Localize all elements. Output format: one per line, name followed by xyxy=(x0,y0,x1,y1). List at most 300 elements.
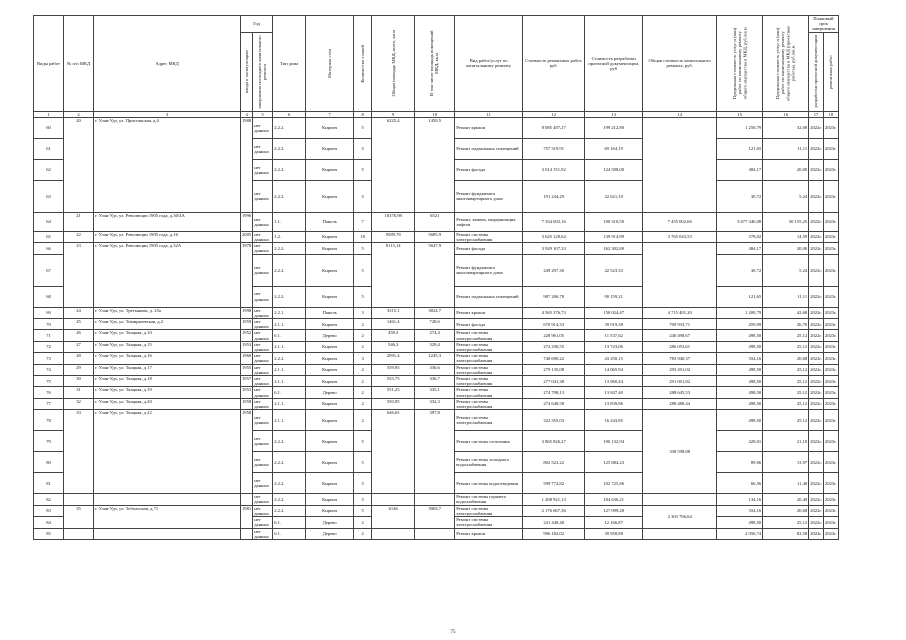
cell-row-number: 62 xyxy=(34,159,64,180)
cell-year-last-repair: нет данных xyxy=(253,231,273,242)
cell-design-cost: 184 636,21 xyxy=(585,494,643,505)
cell-floors: 5 xyxy=(354,180,372,212)
cell-limit-cost: 354,16 xyxy=(717,505,763,516)
header-work-kind: Вид работ/услуг по капитальному ремонту xyxy=(455,16,523,112)
cell-repair-cost: 670 914,33 xyxy=(523,319,585,330)
cell-mkd-number: 33 xyxy=(64,410,94,494)
cell-year-commissioned: 1978 xyxy=(241,243,253,307)
cell-row-number: 70 xyxy=(34,319,64,330)
cell-work-kind: Ремонт крыши xyxy=(455,528,523,539)
cell-plan-design: 2022г. xyxy=(809,505,824,516)
cell-house-type: 1.2. xyxy=(273,231,306,242)
cell-limit-cost: 484,17 xyxy=(717,243,763,254)
cell-limit-design-cost: 20,49 xyxy=(763,494,809,505)
cell-premises-area: 5685,9 xyxy=(415,231,455,242)
cell-premises-area: 336,6 xyxy=(415,364,455,375)
cell-wall-material: Кирпич xyxy=(306,319,354,330)
cell-address: г. Улан-Удэ, ул. Тобольская, д.71 xyxy=(94,505,241,528)
cell-design-cost: 90 159,21 xyxy=(585,286,643,307)
cell-limit-design-cost: 5,24 xyxy=(763,180,809,212)
column-number: 10 xyxy=(415,111,455,117)
cell-plan-repair: 2023г. xyxy=(823,330,838,341)
cell-total-area: 9589,78 xyxy=(372,231,415,242)
cell-floors: 5 xyxy=(354,117,372,138)
header-year-commissioned: ввода в эксплуатацию xyxy=(241,32,253,111)
cell-row-number: 73 xyxy=(34,353,64,364)
cell-plan-design: 2022г. xyxy=(809,254,824,286)
cell-work-kind: Ремонт системы электроснабжения xyxy=(455,398,523,409)
cell-floors: 2 xyxy=(354,376,372,387)
cell-year-commissioned: 1952 xyxy=(241,330,253,341)
cell-year-commissioned: 1981 xyxy=(241,505,253,528)
cell-house-type: 2.2.2. xyxy=(273,494,306,505)
cell-design-cost: 13 960,44 xyxy=(585,376,643,387)
cell-wall-material: Кирпич xyxy=(306,353,354,364)
table-row xyxy=(34,117,839,138)
cell-limit-design-cost: 25,12 xyxy=(763,364,809,375)
cell-mkd-number: 20 xyxy=(64,117,94,212)
cell-limit-design-cost: 32,00 xyxy=(763,117,809,138)
cell-limit-design-cost: 11,11 xyxy=(763,286,809,307)
cell-row-number: 77 xyxy=(34,398,64,409)
cell-house-type: 6.1. xyxy=(273,528,306,539)
cell-address: г. Улан-Удэ, ул. Тимирязевская, д.2 xyxy=(94,319,241,330)
header-plan-design: разработки проектной документации xyxy=(809,32,824,111)
cell-mkd-number: 26 xyxy=(64,330,94,341)
cell-row-number: 85 xyxy=(34,528,64,539)
column-number: 6 xyxy=(273,111,306,117)
cell-work-kind: Ремонт фасада xyxy=(455,159,523,180)
cell-repair-cost: 279 135,08 xyxy=(523,364,585,375)
cell-premises-area: 1245,3 xyxy=(415,353,455,364)
cell-address: г. Улан-Удэ, ул. Революции 1905 года, д.30/4А xyxy=(94,212,241,231)
cell-mkd-number: 35 xyxy=(64,505,94,528)
cell-limit-design-cost: 11,40 xyxy=(763,473,809,494)
cell-limit-design-cost: 5,24 xyxy=(763,254,809,286)
cell-design-cost: 13 723,06 xyxy=(585,341,643,352)
cell-premises-area: 1450,5 xyxy=(415,117,455,212)
cell-work-kind: Ремонт фасада xyxy=(455,319,523,330)
table-row xyxy=(34,319,839,330)
cell-wall-material: Кирпич xyxy=(306,431,354,452)
cell-limit-cost: 134,16 xyxy=(717,494,763,505)
cell-total-cost xyxy=(643,117,717,212)
cell-plan-repair: 2023г. xyxy=(823,473,838,494)
cell-house-type: 6.1. xyxy=(273,517,306,528)
cell-floors: 2 xyxy=(354,330,372,341)
cell-premises-area: 728,6 xyxy=(415,319,455,330)
cell-house-type: 2.2.1. xyxy=(273,307,306,318)
column-number: 16 xyxy=(763,111,809,117)
cell-plan-repair: 2023г. xyxy=(823,528,838,539)
cell-year-commissioned: 1996 xyxy=(241,212,253,231)
cell-address: г. Улан-Удэ, ул. Ткацкая, д.10 xyxy=(94,330,241,341)
cell-floors: 5 xyxy=(354,505,372,516)
cell-mkd-number: 22 xyxy=(64,231,94,242)
cell-premises-area: 274,4 xyxy=(415,330,455,341)
cell-limit-design-cost: 25,12 xyxy=(763,410,809,431)
header-year-group: Год xyxy=(241,16,273,33)
cell-work-kind: Ремонт системы электроснабжения xyxy=(455,376,523,387)
cell-floors: 5 xyxy=(354,138,372,159)
column-number: 8 xyxy=(354,111,372,117)
cell-address: г. Улан-Удэ, ул. Ткацкая, д.17 xyxy=(94,364,241,375)
cell-work-kind: Ремонт системы электроснабжения xyxy=(455,517,523,528)
capital-repair-table xyxy=(33,15,839,540)
cell-work-kind: Ремонт системы электроснабжения xyxy=(455,353,523,364)
cell-repair-cost: 322 355,03 xyxy=(523,410,585,431)
cell-plan-repair: 2023г. xyxy=(823,410,838,431)
cell-floors: 5 xyxy=(354,254,372,286)
cell-mkd-number: 23 xyxy=(64,243,94,307)
cell-premises-area: 329,4 xyxy=(415,341,455,352)
cell-premises-area: 6521 xyxy=(415,212,455,231)
header-design-cost: Стоимость разработки проектной документации, руб xyxy=(585,16,643,112)
column-number: 15 xyxy=(717,111,763,117)
header-wall-material: Материал стен xyxy=(306,16,354,112)
column-number: 9 xyxy=(372,111,415,117)
cell-row-number: 66 xyxy=(34,243,64,254)
cell-limit-design-cost: 50 155,25 xyxy=(763,212,809,231)
cell-premises-area: 3824,7 xyxy=(415,307,455,318)
cell-work-kind: Ремонт фундамента многоквартирного дома xyxy=(455,254,523,286)
cell-house-type: 2.2.2. xyxy=(273,286,306,307)
cell-work-kind: Ремонт системы горячего водоснабжения xyxy=(455,494,523,505)
cell-plan-design: 2022г. xyxy=(809,364,824,375)
cell-work-kind: Ремонт системы электроснабжения xyxy=(455,231,523,242)
header-work-type: Виды работ xyxy=(34,16,64,112)
cell-address: г. Улан-Удэ, ул. Ткацкая, д.16 xyxy=(94,353,241,364)
cell-plan-repair: 2023г. xyxy=(823,364,838,375)
cell-floors: 2 xyxy=(354,319,372,330)
table-row xyxy=(34,212,839,231)
cell-work-kind: Ремонт фасада xyxy=(455,243,523,254)
cell-year-last-repair: нет данных xyxy=(253,117,273,138)
cell-mkd-number: 30 xyxy=(64,376,94,387)
cell-plan-design: 2022г. xyxy=(809,473,824,494)
cell-total-cost: 709 933,71 xyxy=(643,319,717,330)
cell-year-commissioned xyxy=(241,494,253,505)
cell-row-number: 76 xyxy=(34,387,64,398)
cell-row-number: 83 xyxy=(34,505,64,516)
cell-wall-material: Кирпич xyxy=(306,494,354,505)
cell-year-last-repair: нет данных xyxy=(253,243,273,254)
cell-house-type: 2.1.1. xyxy=(273,341,306,352)
cell-year-last-repair: нет данных xyxy=(253,410,273,431)
cell-total-area: 8113,14 xyxy=(372,243,415,307)
cell-mkd-number: 21 xyxy=(64,212,94,231)
cell-design-cost: 32 621,10 xyxy=(585,180,643,212)
cell-limit-design-cost: 20,68 xyxy=(763,505,809,516)
cell-total-cost xyxy=(643,528,717,539)
cell-year-commissioned: 1958 xyxy=(241,398,253,409)
cell-plan-repair: 2023г. xyxy=(823,387,838,398)
column-number: 18 xyxy=(823,111,838,117)
header-house-type: Тип дома xyxy=(273,16,306,112)
cell-design-cost: 39 958,88 xyxy=(585,528,643,539)
cell-repair-cost: 4 565 376,73 xyxy=(523,307,585,318)
cell-address: г. Улан-Удэ, ул. Ткацкая, д.15 xyxy=(94,341,241,352)
cell-design-cost: 13 847,40 xyxy=(585,387,643,398)
cell-total-area xyxy=(372,494,415,505)
cell-wall-material: Дерево xyxy=(306,517,354,528)
cell-floors: 2 xyxy=(354,364,372,375)
cell-design-cost: 42 523,33 xyxy=(585,254,643,286)
cell-wall-material: Кирпич xyxy=(306,473,354,494)
cell-limit-cost: 3 677 346,08 xyxy=(717,212,763,231)
cell-house-type: 2.2.2. xyxy=(273,159,306,180)
cell-repair-cost: 740 690,22 xyxy=(523,353,585,364)
cell-house-type: 2.2.2. xyxy=(273,243,306,254)
cell-plan-repair: 2023г. xyxy=(823,398,838,409)
header-mkd-number: № п/п МКД xyxy=(64,16,94,112)
cell-plan-design: 2022г. xyxy=(809,341,824,352)
cell-year-commissioned: 1958 xyxy=(241,410,253,494)
cell-wall-material: Кирпич xyxy=(306,376,354,387)
cell-limit-cost: 484,17 xyxy=(717,159,763,180)
cell-plan-repair: 2023г. xyxy=(823,431,838,452)
cell-limit-cost: 354,16 xyxy=(717,353,763,364)
cell-work-kind: Ремонт системы электроснабжения xyxy=(455,505,523,516)
cell-house-type: 2.2.2. xyxy=(273,138,306,159)
cell-repair-cost: 228 961,05 xyxy=(523,330,585,341)
cell-plan-repair: 2023г. xyxy=(823,494,838,505)
cell-mkd-number xyxy=(64,494,94,505)
column-number: 5 xyxy=(253,111,273,117)
cell-floors: 2 xyxy=(354,341,372,352)
cell-total-cost xyxy=(643,243,717,307)
header-year-last-repair: завершения последнего капитального ремонта xyxy=(253,32,273,111)
cell-row-number: 84 xyxy=(34,517,64,528)
cell-limit-design-cost: 11,11 xyxy=(763,138,809,159)
cell-wall-material: Кирпич xyxy=(306,117,354,138)
cell-premises-area xyxy=(415,494,455,505)
cell-house-type: 2.2.2. xyxy=(273,431,306,452)
cell-floors: 5 xyxy=(354,494,372,505)
table-body xyxy=(34,117,839,539)
cell-total-area: 459,3 xyxy=(372,330,415,341)
cell-repair-cost: 3 865 826,27 xyxy=(523,431,585,452)
header-repair-cost: Стоимость ремонтных работ, руб. xyxy=(523,16,585,112)
cell-repair-cost: 599 774,82 xyxy=(523,473,585,494)
cell-limit-design-cost: 26,70 xyxy=(763,319,809,330)
header-plan-repair: ремонтных работ xyxy=(823,32,838,111)
cell-limit-cost: 66,56 xyxy=(717,473,763,494)
cell-row-number: 65 xyxy=(34,231,64,242)
cell-limit-design-cost: 42,68 xyxy=(763,307,809,318)
cell-plan-repair: 2023г. xyxy=(823,376,838,387)
column-number: 4 xyxy=(241,111,253,117)
cell-premises-area: 5647,9 xyxy=(415,243,455,307)
cell-limit-cost: 121,65 xyxy=(717,138,763,159)
cell-plan-design: 2022г. xyxy=(809,410,824,431)
cell-premises-area xyxy=(415,528,455,539)
cell-design-cost: 102 725,86 xyxy=(585,473,643,494)
cell-row-number: 75 xyxy=(34,376,64,387)
cell-plan-repair: 2023г. xyxy=(823,117,838,138)
cell-work-kind: Ремонт системы холодного водоснабжения xyxy=(455,452,523,473)
cell-address: г. Улан-Удэ, ул. Ткацкая, д.20 xyxy=(94,398,241,409)
cell-year-commissioned: 1998 xyxy=(241,307,253,318)
cell-house-type: 2.2.2. xyxy=(273,353,306,364)
cell-plan-design: 2022г. xyxy=(809,159,824,180)
cell-wall-material: Кирпич xyxy=(306,452,354,473)
cell-plan-repair: 2023г. xyxy=(823,341,838,352)
cell-house-type: 2.1.1. xyxy=(273,376,306,387)
cell-wall-material: Кирпич xyxy=(306,410,354,431)
cell-row-number: 64 xyxy=(34,212,64,231)
cell-total-area: 2091,4 xyxy=(372,353,415,364)
cell-limit-design-cost: 82,50 xyxy=(763,528,809,539)
cell-plan-repair: 2023г. xyxy=(823,243,838,254)
cell-wall-material: Дерево xyxy=(306,528,354,539)
column-number: 3 xyxy=(94,111,241,117)
cell-address xyxy=(94,494,241,505)
cell-row-number: 80 xyxy=(34,452,64,473)
cell-work-kind: Ремонт системы электроснабжения xyxy=(455,387,523,398)
cell-plan-repair: 2023г. xyxy=(823,517,838,528)
cell-limit-cost: 498,50 xyxy=(717,387,763,398)
cell-design-cost: 14 065,94 xyxy=(585,364,643,375)
cell-plan-design: 2022г. xyxy=(809,330,824,341)
program-table-sheet xyxy=(33,15,839,540)
cell-house-type: 2.2.2. xyxy=(273,473,306,494)
cell-floors: 7 xyxy=(354,212,372,231)
cell-plan-design: 2022г. xyxy=(809,517,824,528)
cell-limit-design-cost: 13,97 xyxy=(763,452,809,473)
header-total-cost: Общая стоимость капитального ремонта, руб. xyxy=(643,16,717,112)
cell-total-cost: 2 303 766,64 xyxy=(643,505,717,528)
cell-wall-material: Дерево xyxy=(306,330,354,341)
cell-total-area: 551,25 xyxy=(372,387,415,398)
cell-year-last-repair: нет данных xyxy=(253,159,273,180)
cell-work-kind: Ремонт крыши xyxy=(455,307,523,318)
cell-work-kind: Ремонт подвальных помещений xyxy=(455,286,523,307)
cell-repair-cost: 3 014 151,92 xyxy=(523,159,585,180)
cell-design-cost: 12 166,87 xyxy=(585,517,643,528)
cell-year-commissioned: 1960 xyxy=(241,353,253,364)
header-floors: Количество этажей xyxy=(354,16,372,112)
cell-design-cost: 139 914,89 xyxy=(585,231,643,242)
cell-year-last-repair: нет данных xyxy=(253,138,273,159)
cell-design-cost: 190 132,94 xyxy=(585,431,643,452)
table-row xyxy=(34,353,839,364)
cell-premises-area: 332,3 xyxy=(415,398,455,409)
cell-house-type: 2.2.2. xyxy=(273,452,306,473)
cell-total-area xyxy=(372,528,415,539)
cell-house-type: 2.1.1. xyxy=(273,410,306,431)
cell-plan-repair: 2023г. xyxy=(823,180,838,212)
cell-house-type: 2.2.2. xyxy=(273,505,306,516)
cell-limit-cost: 459,09 xyxy=(717,319,763,330)
cell-total-cost: 783 940,37 xyxy=(643,353,717,364)
cell-row-number: 68 xyxy=(34,286,64,307)
cell-total-cost: 291 001,82 xyxy=(643,376,717,387)
cell-plan-design: 2022г. xyxy=(809,138,824,159)
header-limit-design-cost: Предельная стоимость услуг и (или) работ по капитальному ремонту общего имущества в МКД (проектные работы), руб./кв.м xyxy=(763,16,809,112)
cell-mkd-number xyxy=(64,528,94,539)
cell-design-cost: 199 212,80 xyxy=(585,117,643,138)
cell-repair-cost: 272 330,55 xyxy=(523,341,585,352)
cell-wall-material: Кирпич xyxy=(306,341,354,352)
cell-repair-cost: 3 625 128,64 xyxy=(523,231,585,242)
cell-repair-cost: 757 319,91 xyxy=(523,138,585,159)
cell-limit-cost: 121,65 xyxy=(717,286,763,307)
cell-floors: 3 xyxy=(354,307,372,318)
cell-plan-design: 2022г. xyxy=(809,387,824,398)
cell-year-commissioned: 1957 xyxy=(241,376,253,387)
column-number: 2 xyxy=(64,111,94,117)
column-number: 7 xyxy=(306,111,354,117)
cell-row-number: 82 xyxy=(34,494,64,505)
cell-floors: 2 xyxy=(354,410,372,431)
cell-row-number: 69 xyxy=(34,307,64,318)
column-number: 1 xyxy=(34,111,64,117)
cell-repair-cost: 241 448,48 xyxy=(523,517,585,528)
header-total-area: Общая площадь МКД, всего, кв.м xyxy=(372,16,415,112)
cell-work-kind: Ремонт системы отопления xyxy=(455,431,523,452)
cell-plan-design: 2022г. xyxy=(809,286,824,307)
cell-design-cost: 100 310,50 xyxy=(585,212,643,231)
cell-mkd-number: 24 xyxy=(64,307,94,318)
cell-wall-material: Кирпич xyxy=(306,364,354,375)
cell-limit-cost: 378,02 xyxy=(717,231,763,242)
cell-year-last-repair: нет данных xyxy=(253,505,273,516)
cell-wall-material: Дерево xyxy=(306,387,354,398)
cell-wall-material: Кирпич xyxy=(306,505,354,516)
cell-repair-cost: 249 297,30 xyxy=(523,254,585,286)
cell-address xyxy=(94,528,241,539)
cell-total-cost: 3 765 043,53 xyxy=(643,231,717,242)
cell-premises-area: 336,7 xyxy=(415,376,455,387)
cell-premises-area: 335,1 xyxy=(415,387,455,398)
cell-plan-design: 2022г. xyxy=(809,180,824,212)
cell-plan-repair: 2023г. xyxy=(823,231,838,242)
cell-year-last-repair: нет данных xyxy=(253,341,273,352)
cell-floors: 5 xyxy=(354,452,372,473)
cell-row-number: 67 xyxy=(34,254,64,286)
cell-house-type: 6.1. xyxy=(273,330,306,341)
cell-limit-design-cost: 14,59 xyxy=(763,231,809,242)
cell-year-last-repair: нет данных xyxy=(253,528,273,539)
cell-year-commissioned: 1953 xyxy=(241,341,253,352)
cell-plan-repair: 2023г. xyxy=(823,505,838,516)
cell-limit-cost: 89,06 xyxy=(717,452,763,473)
cell-limit-cost: 498,50 xyxy=(717,398,763,409)
cell-design-cost: 150 024,47 xyxy=(585,307,643,318)
column-number: 13 xyxy=(585,111,643,117)
cell-design-cost: 11 537,62 xyxy=(585,330,643,341)
column-number: 17 xyxy=(809,111,824,117)
cell-house-type: 2.1.1. xyxy=(273,319,306,330)
cell-total-area: 646,65 xyxy=(372,410,415,494)
cell-design-cost: 124 508,00 xyxy=(585,159,643,180)
cell-limit-design-cost: 25,12 xyxy=(763,517,809,528)
cell-year-last-repair: нет данных xyxy=(253,180,273,212)
cell-house-type: 6.1. xyxy=(273,387,306,398)
cell-plan-repair: 2023г. xyxy=(823,212,838,231)
cell-mkd-number: 27 xyxy=(64,341,94,352)
cell-plan-design: 2022г. xyxy=(809,452,824,473)
cell-limit-design-cost: 20,00 xyxy=(763,159,809,180)
cell-total-cost: 338 598,88 xyxy=(643,410,717,494)
cell-house-type: 2.2.2. xyxy=(273,117,306,138)
cell-floors: 5 xyxy=(354,286,372,307)
cell-year-last-repair: нет данных xyxy=(253,376,273,387)
cell-limit-cost: 2 056,74 xyxy=(717,528,763,539)
cell-plan-design: 2022г. xyxy=(809,243,824,254)
cell-year-last-repair: нет данных xyxy=(253,517,273,528)
